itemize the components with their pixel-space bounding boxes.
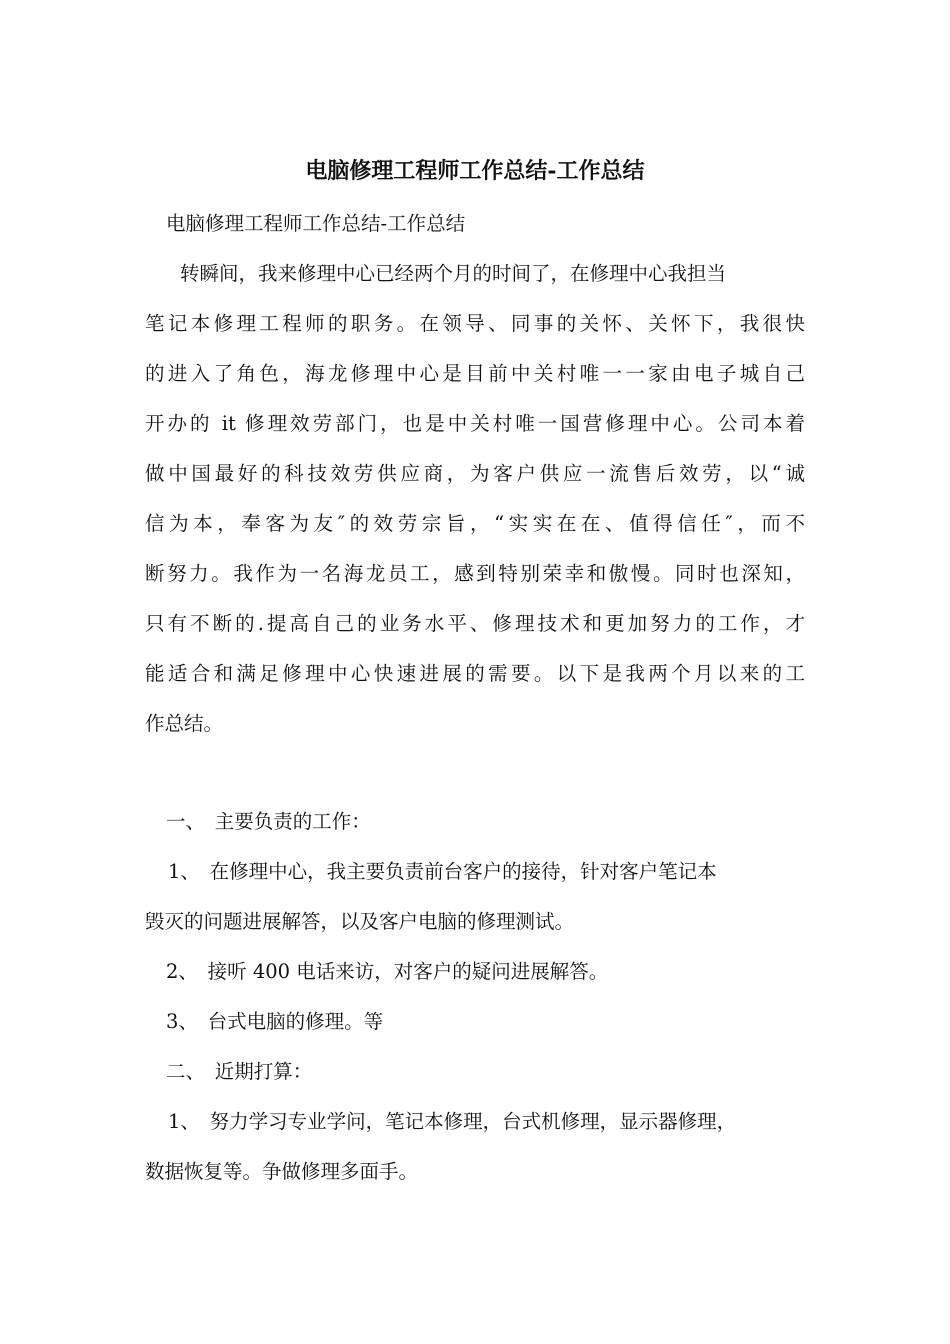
intro-line-5: 做中国最好的科技效劳供应商，为客户供应一流售后效劳，以“诚 (145, 462, 805, 485)
section1-item-3: 3、 台式电脑的修理。等 (166, 1010, 384, 1033)
section1-item-2: 2、 接听 400 电话来访，对客户的疑问进展解答。 (166, 960, 609, 983)
intro-line-9: 能适合和满足修理中心快速进展的需要。以下是我两个月以来的工 (145, 662, 805, 685)
section2-item-1-line-1: 1、 努力学习专业学问，笔记本修理，台式机修理，显示器修理， (168, 1110, 737, 1133)
section2-item-1-line-2: 数据恢复等。争做修理多面手。 (145, 1160, 419, 1183)
intro-line-1: 转瞬间，我来修理中心已经两个月的时间了，在修理中心我担当 (180, 262, 727, 285)
intro-line-3: 的进入了角色，海龙修理中心是目前中关村唯一一家由电子城自己 (145, 362, 805, 385)
intro-line-6: 信为本，奉客为友″的效劳宗旨，“实实在在、值得信任″，而不 (145, 512, 805, 535)
intro-line-7: 断努力。我作为一名海龙员工，感到特别荣幸和傲慢。同时也深知， (145, 562, 805, 585)
intro-line-10: 作总结。 (145, 712, 224, 735)
intro-line-4: 开办的 it 修理效劳部门，也是中关村唯一国营修理中心。公司本着 (145, 412, 805, 435)
intro-line-2: 笔记本修理工程师的职务。在领导、同事的关怀、关怀下，我很快 (145, 312, 805, 335)
section1-item-1-line-1: 1、 在修理中心，我主要负责前台客户的接待，针对客户笔记本 (168, 860, 717, 883)
section-heading-2: 二、 近期打算： (166, 1060, 313, 1083)
intro-line-8: 只有不断的.提高自己的业务水平、修理技术和更加努力的工作，才 (145, 612, 805, 635)
document-subtitle: 电脑修理工程师工作总结-工作总结 (166, 212, 466, 235)
document-title: 电脑修理工程师工作总结-工作总结 (305, 158, 645, 184)
section1-item-1-line-2: 毁灭的问题进展解答，以及客户电脑的修理测试。 (145, 910, 575, 933)
section-heading-1: 一、 主要负责的工作： (166, 810, 371, 833)
